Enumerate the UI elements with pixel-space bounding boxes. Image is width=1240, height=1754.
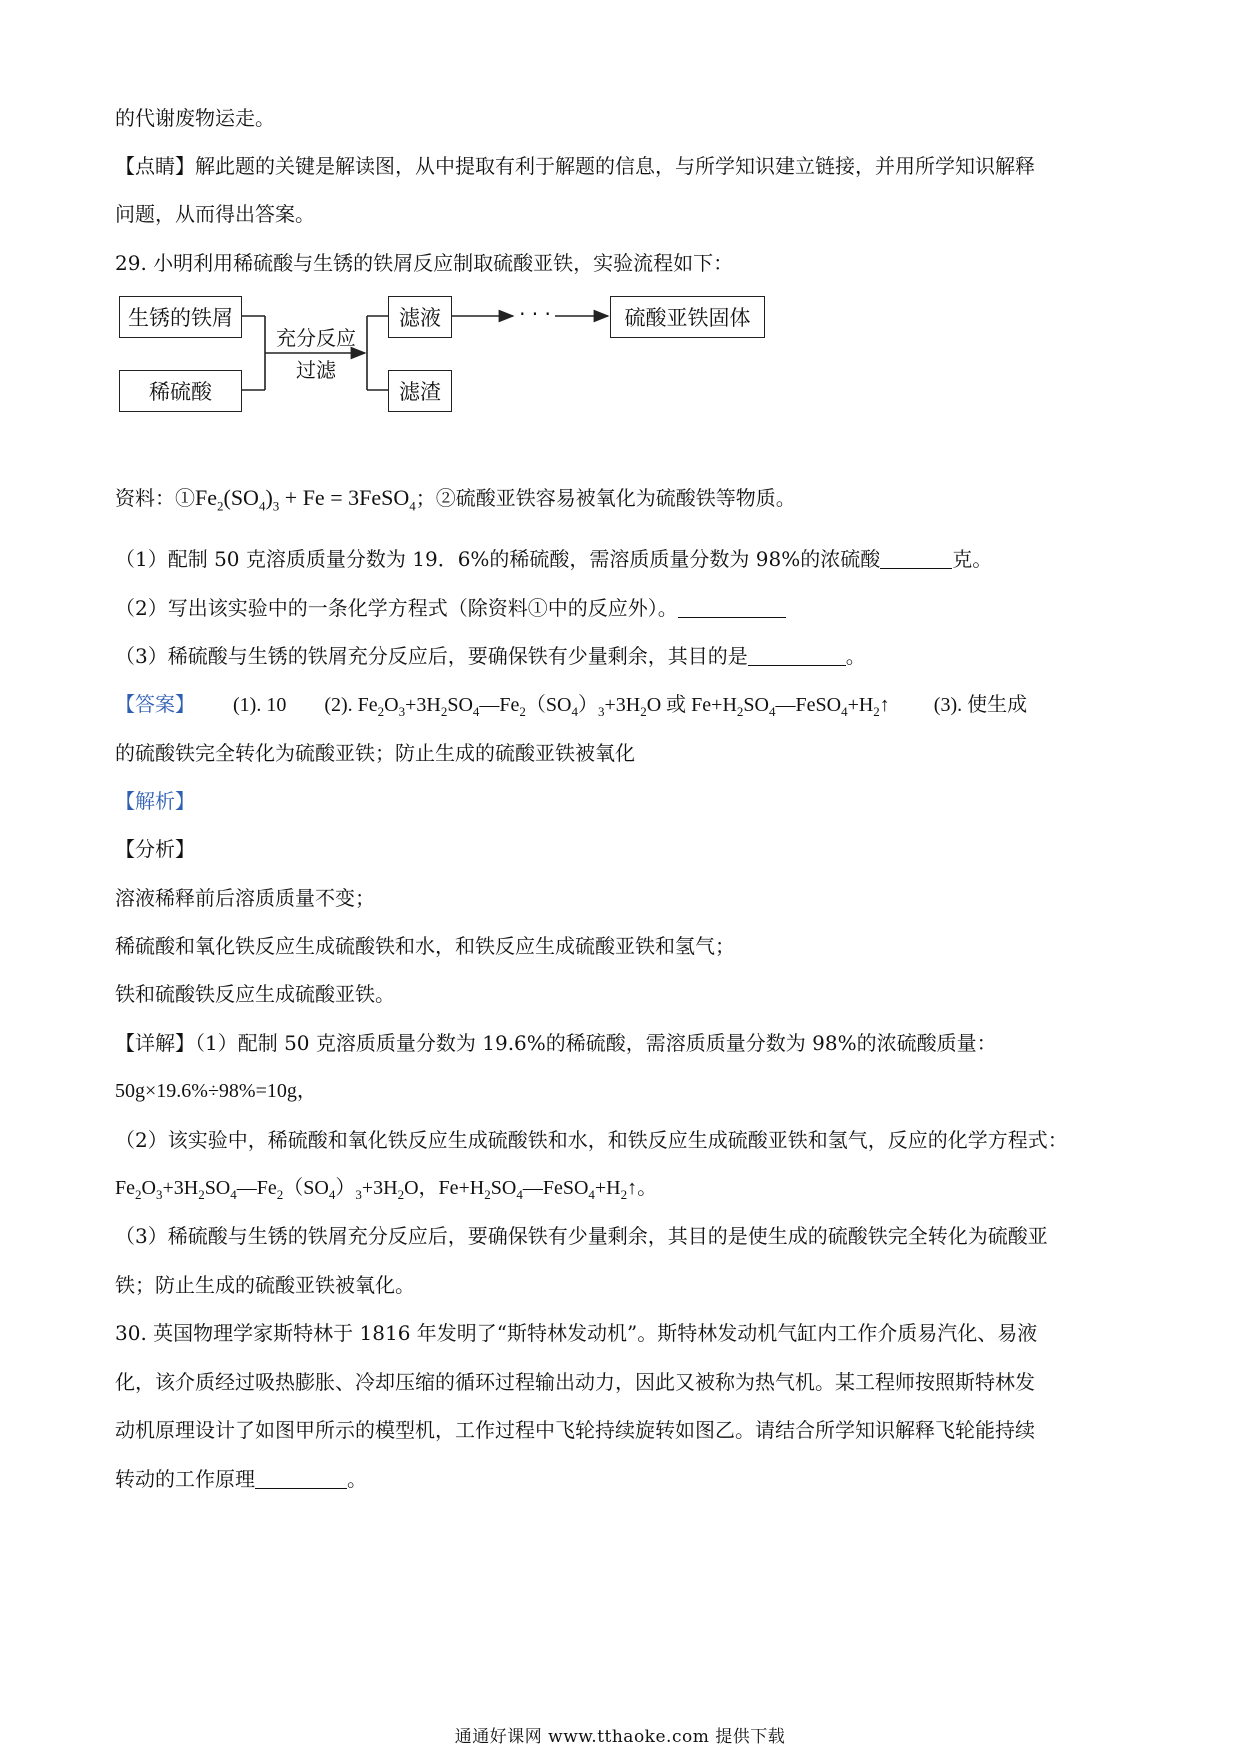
- key-point-line-2: 问题，从而得出答案。: [115, 202, 315, 226]
- analysis-label: 【解析】: [115, 789, 195, 813]
- box-rusty-iron: 生锈的铁屑: [119, 296, 242, 338]
- answer-blank-4[interactable]: [255, 1468, 347, 1489]
- detail-3b: 铁；防止生成的硫酸亚铁被氧化。: [115, 1273, 415, 1297]
- q29-title: 29. 小明利用稀硫酸与生锈的铁屑反应制取硫酸亚铁，实验流程如下：: [115, 251, 734, 275]
- q30-line-4: 转动的工作原理 。: [115, 1467, 367, 1491]
- flow-dots: · · ·: [519, 302, 551, 326]
- detail-1b: 50g×19.6%÷98%=10g，: [115, 1080, 317, 1102]
- box-residue: 滤渣: [388, 370, 452, 412]
- answer-equation: (2). $Fe_2O_3+3H_2SO_4—Fe_2(SO_4)_3+3H_2O$ 或 $Fe+H_2SO_4—FeSO_4+H_2↑$: [324, 694, 890, 719]
- page-footer: 通通好课网 www.tthaoke.com 提供下载: [454, 1727, 786, 1747]
- analysis-s1: 溶液稀释前后溶质质量不变；: [115, 886, 375, 910]
- continuation-line: 的代谢废物运走。: [115, 106, 275, 130]
- fenxi-label: 【分析】: [115, 837, 195, 861]
- q29-part3: （3）稀硫酸与生锈的铁屑充分反应后，要确保铁有少量剩余，其目的是 。: [115, 644, 866, 668]
- detail-2-equations: $Fe_2O_3+3H_2SO_4—Fe_2(SO_4)_3+3H_2O$，$Fe+H_2SO_4—FeSO_4+H_2↑$。: [115, 1177, 658, 1202]
- q30-line-1: 30. 英国物理学家斯特林于 1816 年发明了“斯特林发动机”。斯特林发动机气缸内工作介质易汽化、易液: [115, 1321, 1038, 1345]
- key-point-line-1: 【点睛】解此题的关键是解读图，从中提取有利于解题的信息，与所学知识建立链接，并用所学知识解释: [115, 154, 1035, 178]
- q30-line-3: 动机原理设计了如图甲所示的模型机，工作过程中飞轮持续旋转如图乙。请结合所学知识解释飞轮能持续: [115, 1418, 1035, 1442]
- info-equation: $Fe_2(SO_4)_3 + Fe$ = 3FeSO$_4$: [195, 485, 416, 514]
- box-product: 硫酸亚铁固体: [610, 296, 765, 338]
- box-filtrate: 滤液: [388, 296, 452, 338]
- q30-line-2: 化，该介质经过吸热膨胀、冷却压缩的循环过程输出动力，因此又被称为热气机。某工程师按照斯特林发: [115, 1370, 1035, 1394]
- answer-label: 【答案】: [115, 692, 195, 716]
- answer-blank-2[interactable]: [678, 597, 786, 618]
- box-dilute-acid: 稀硫酸: [119, 370, 242, 412]
- flow-diagram: [115, 290, 795, 420]
- q29-info: [115, 484, 1130, 512]
- detail-2: （2）该实验中，稀硫酸和氧化铁反应生成硫酸铁和水，和铁反应生成硫酸亚铁和氢气，反应的化学方程式：: [115, 1128, 1068, 1152]
- detail-3: （3）稀硫酸与生锈的铁屑充分反应后，要确保铁有少量剩余，其目的是使生成的硫酸铁完全转化为硫酸亚: [115, 1224, 1048, 1248]
- answer-blank-1[interactable]: [880, 548, 952, 569]
- q29-part1: （1）配制 50 克溶质质量分数为 19．6%的稀硫酸，需溶质质量分数为 98%的浓硫酸 克。: [115, 547, 993, 571]
- info-suffix: ；②硫酸亚铁容易被氧化为硫酸铁等物质。: [415, 486, 796, 510]
- info-prefix: 资料：①: [115, 486, 195, 510]
- answer-line-2: 的硫酸铁完全转化为硫酸亚铁；防止生成的硫酸亚铁被氧化: [115, 741, 635, 765]
- step-filter-label: 过滤: [296, 358, 336, 382]
- q29-part2: （2）写出该实验中的一条化学方程式（除资料①中的反应外）。: [115, 594, 1130, 622]
- analysis-s3: 铁和硫酸铁反应生成硫酸亚铁。: [115, 982, 395, 1006]
- answer-blank-3[interactable]: [748, 645, 846, 666]
- answer-line: 【答案】 (1). 10 (2). $Fe_2O_3+3H_2SO_4—Fe_2(SO_4)_3+3H_2O$ 或 $Fe+H_2SO_4—FeSO_4+H_2↑$ (3). 使生成: [115, 692, 1028, 719]
- detail-1: 【详解】（1）配制 50 克溶质质量分数为 19.6%的稀硫酸，需溶质质量分数为 98%的浓硫酸质量：: [115, 1031, 997, 1055]
- analysis-s2: 稀硫酸和氧化铁反应生成硫酸铁和水，和铁反应生成硫酸亚铁和氢气；: [115, 934, 735, 958]
- step-react-label: 充分反应: [276, 326, 356, 350]
